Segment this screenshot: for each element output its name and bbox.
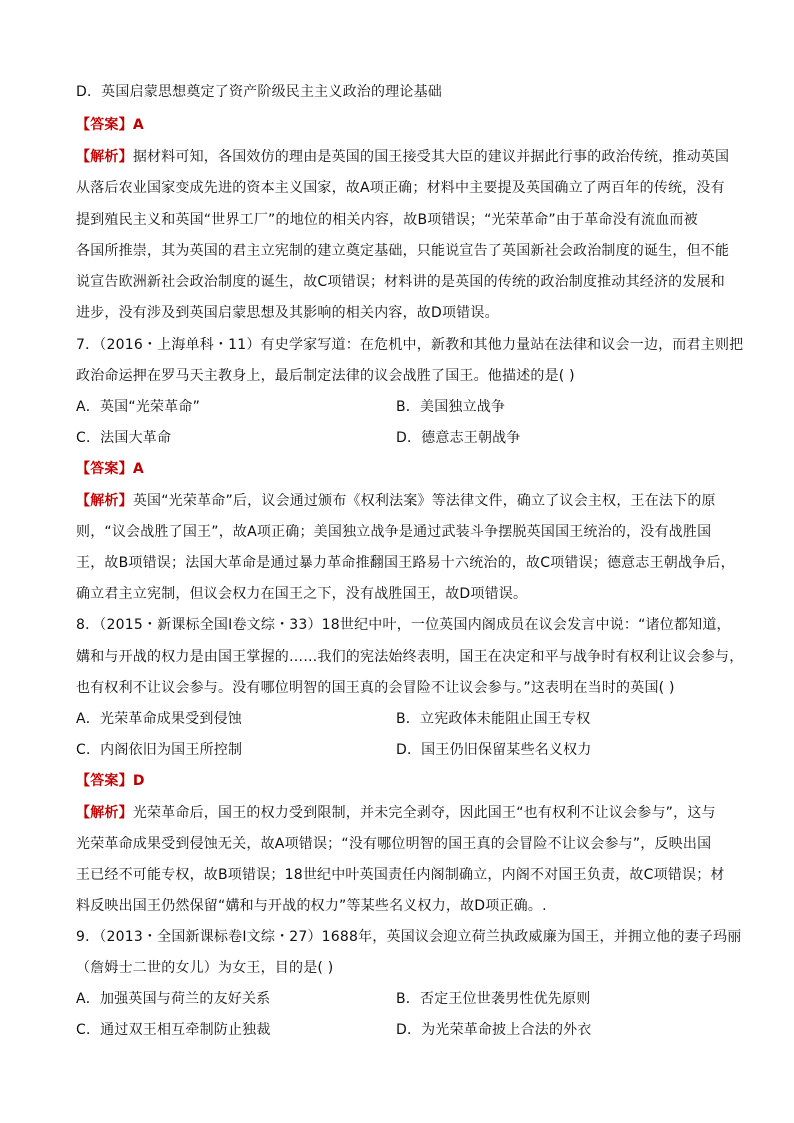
answer-tag: 【答案】 xyxy=(76,117,133,133)
option-c: C．通过双王相互牵制防止独裁 xyxy=(76,1022,271,1038)
explanation-line xyxy=(76,147,730,167)
option-line: D．英国启蒙思想奠定了资产阶级民主主义政治的理论基础 xyxy=(76,84,442,100)
answer-tag: 【答案】 xyxy=(76,773,133,789)
explanation-line: 【解析】英国“光荣革命”后，议会通过颁布《权利法案》等法律文件，确立了议会主权，王在法下的原 xyxy=(76,493,716,509)
explanation-tag: 【解析】 xyxy=(76,149,133,165)
answer-line xyxy=(76,771,726,791)
option-d: D．国王仍旧保留某些名义权力 xyxy=(396,742,592,758)
option-d: D．德意志王朝战争 xyxy=(396,430,521,446)
question-8-options-row2 xyxy=(76,740,726,760)
answer-line xyxy=(76,459,726,479)
question-9-options-row1 xyxy=(76,989,726,1009)
explanation-line: 说宣告欧洲新社会政治制度的诞生，故C项错误；材料讲的是英国的传统的政治制度推动其经济的发展和 xyxy=(76,274,725,290)
explanation-line: 王已经不可能专权，故B项错误；18世纪中叶英国责任内阁制确立，内阁不对国王负责，故C项错误；材 xyxy=(76,867,725,883)
answer-tag: 【答案】 xyxy=(76,461,133,477)
explanation-line: 料反映出国王仍然保留“媾和与开战的权力”等某些名义权力，故D项正确。. xyxy=(76,898,547,914)
answer-value: A xyxy=(132,117,144,133)
explanation-tag: 【解析】 xyxy=(76,805,133,821)
answer-value: D xyxy=(132,773,145,789)
explanation-text: 据材料可知，各国效仿的理由是英国的国王接受其大臣的建议并据此行事的政治传统，推动英国 xyxy=(132,149,730,165)
question-8-options-row1 xyxy=(76,709,726,729)
answer-line xyxy=(76,115,726,135)
explanation-line: 光荣革命成果受到侵蚀无关，故A项错误；“没有哪位明智的国王真的会冒险不让议会参与”，反映出国 xyxy=(76,836,712,852)
option-a: A．加强英国与荷兰的友好关系 xyxy=(76,991,271,1007)
question-9-stem: （詹姆士二世的女儿）为女王，目的是( ) xyxy=(76,960,334,976)
explanation-line: 提到殖民主义和英国“世界工厂”的地位的相关内容，故B项错误；“光荣革命”由于革命没有流血而被 xyxy=(76,212,698,228)
question-7-options-row2 xyxy=(76,428,726,448)
explanation-line: 王，故B项错误；法国大革命是通过暴力革命推翻国王路易十六统治的，故C项错误；德意志王朝战争后， xyxy=(76,555,735,571)
question-8-stem: 8．（2015・新课标全国Ⅰ卷文综・33）18世纪中叶，一位英国内阁成员在议会发言中说：“诸位都知道， xyxy=(76,617,731,633)
explanation-line: 【解析】光荣革命后，国王的权力受到限制，并未完全剥夺，因此国王“也有权利不让议会参与”，这与 xyxy=(76,805,716,821)
explanation-line: 确立君主立宪制，但议会权力在国王之下，没有战胜国王，故D项错误。 xyxy=(76,586,528,602)
question-9-stem: 9．（2013・全国新课标卷Ⅰ文综・27）1688年，英国议会迎立荷兰执政威廉为国王，并拥立他的妻子玛丽 xyxy=(76,929,742,945)
option-c: C．内阁依旧为国王所控制 xyxy=(76,742,243,758)
option-c: C．法国大革命 xyxy=(76,430,172,446)
option-d: D．为光荣革命披上合法的外衣 xyxy=(396,1022,592,1038)
question-7-stem: 7．（2016・上海单科・11）有史学家写道：在危机中，新教和其他力量站在法律和议会一边，而君主则把 xyxy=(76,337,744,353)
explanation-line: 则，“议会战胜了国王”，故A项正确；美国独立战争是通过武装斗争摆脱英国国王统治的，没有战胜国 xyxy=(76,524,712,540)
option-a: A．光荣革命成果受到侵蚀 xyxy=(76,711,242,727)
option-a: A．英国“光荣革命” xyxy=(76,399,201,415)
option-b: B．否定王位世袭男性优先原则 xyxy=(396,991,591,1007)
answer-value: A xyxy=(132,461,144,477)
question-9-options-row2 xyxy=(76,1020,726,1040)
explanation-line: 进步，没有涉及到英国启蒙思想及其影响的相关内容，故D项错误。 xyxy=(76,305,499,321)
question-8-stem: 也有权利不让议会参与。没有哪位明智的国王真的会冒险不让议会参与。”这表明在当时的英国( ) xyxy=(76,680,675,696)
explanation-line: 各国所推崇，其为英国的君主立宪制的建立奠定基础，只能说宣告了英国新社会政治制度的诞生，但不能 xyxy=(76,243,730,259)
option-b: B．立宪政体未能阻止国王专权 xyxy=(396,711,591,727)
question-8-stem: 媾和与开战的权力是由国王掌握的……我们的宪法始终表明，国王在决定和平与战争时有权利让议会参与， xyxy=(76,649,744,665)
explanation-line: 从落后农业国家变成先进的资本主义国家，故A项正确；材料中主要提及英国确立了两百年的传统，没有 xyxy=(76,180,725,196)
question-7-options-row1 xyxy=(76,397,726,417)
question-7-stem: 政治命运押在罗马天主教身上，最后制定法律的议会战胜了国王。他描述的是( ) xyxy=(76,368,575,384)
option-b: B．美国独立战争 xyxy=(396,399,506,415)
explanation-tag: 【解析】 xyxy=(76,493,133,509)
